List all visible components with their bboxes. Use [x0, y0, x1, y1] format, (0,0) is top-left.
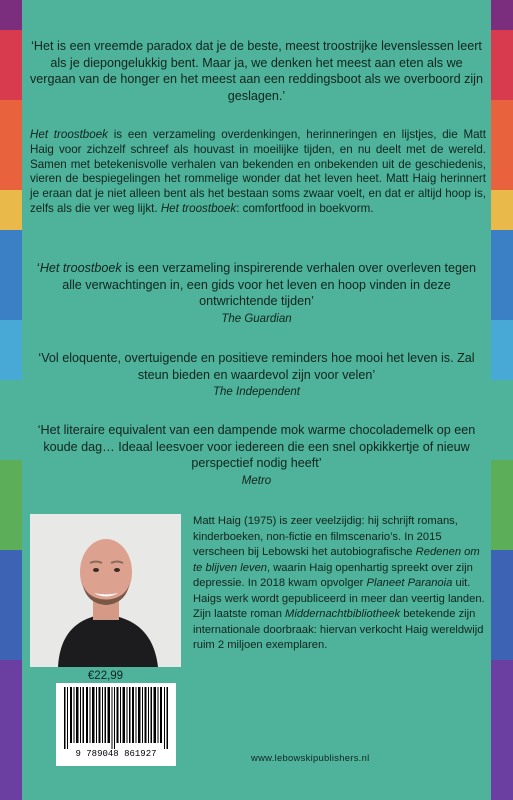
review-open-mark: ‘ — [37, 261, 40, 275]
review-independent-source: The Independent — [213, 386, 300, 398]
bio-title-1: Redenen om te blijven leven — [193, 546, 480, 574]
bio-text-3: uit. Haigs werk wordt gepubliceerd in meer dan veertig landen. Zijn laatste roman — [193, 577, 485, 620]
bio-text-2: , waarin Haig openhartig spreekt over zijn depressie. In 2018 kwam opvolger — [193, 561, 473, 589]
price-label: €22,99 — [87, 670, 124, 682]
lead-quote — [26, 38, 487, 104]
bio-text-4: betekende zijn internationale doorbraak: hiervan verkocht Haig wereldwijd ruim 2 miljoen exemplaren. — [193, 608, 484, 651]
review-metro — [26, 422, 487, 489]
author-bio — [193, 514, 487, 654]
barcode-bars — [56, 683, 176, 749]
review-guardian-text: is een verzameling inspirerende verhalen over overleven tegen alle verwachtingen in, een gids voor het leven en hoop vinden in deze ontwrichtende tijden’ — [62, 261, 476, 308]
blurb-title-2: Het troostboek — [160, 201, 237, 215]
bio-text-1: Matt Haig (1975) is zeer veelzijdig: hij schrijft romans, kinderboeken, non-fictie en filmscenario’s. In 2015 verscheen bij Lebowski het autobiografische — [193, 515, 458, 558]
book-blurb — [30, 128, 486, 217]
author-portrait-image — [30, 514, 181, 667]
review-metro-source: Metro — [241, 474, 272, 487]
blurb-title-1: Het troostboek — [30, 128, 108, 141]
review-guardian-title: Het troostboek — [39, 261, 122, 275]
review-guardian — [26, 260, 487, 327]
author-photo — [30, 514, 181, 667]
bio-title-3: Middernachtbibliotheek — [285, 608, 401, 620]
lead-quote-text: ‘Het is een vreemde paradox dat je de beste, meest troostrijke levenslessen leert als je diepongelukkig bent. Maar ja, we denken het meest aan eten als we vergaan van de honger en het meest aan een reddingsboot als we overboord zijn geslagen.’ — [30, 39, 483, 103]
isbn-number: 9 789048 861927 — [75, 749, 157, 759]
barcode — [56, 683, 176, 766]
blurb-text-2: : comfortfood in boekvorm. — [236, 201, 374, 215]
bio-title-2: Planeet Paranoia — [366, 577, 453, 589]
review-metro-text: ‘Het literaire equivalent van een dampende mok warme chocolademelk op een koude dag… Ideaal leesvoer voor iedereen die een snel opkikkertje of nieuw perspectief nodig heeft’ — [37, 423, 476, 470]
publisher-website: www.lebowskipublishers.nl — [251, 752, 370, 763]
review-independent-text: ‘Vol eloquente, overtuigende en positieve reminders hoe mooi het leven is. Zal steun bieden en waardevol zijn voor velen’ — [38, 351, 475, 382]
blurb-text-1: is een verzameling overdenkingen, herinneringen en lijstjes, die Matt Haig voor zichzelf schreef als houvast in moeilijke tijden, en nu deelt met de wereld. Samen met betekenisvolle verhalen van bekenden en onbekenden uit de geschiedenis, vieren de bespiegelingen het rommelige wonder dat het leven heet. Matt Haig herinnert je eraan dat je niet alleen bent als het bestaan soms zwaar voelt, en dat er altijd hoop is, zelfs als die ver weg lijkt. — [30, 128, 486, 215]
review-guardian-source: The Guardian — [221, 312, 292, 325]
review-independent — [26, 350, 487, 401]
